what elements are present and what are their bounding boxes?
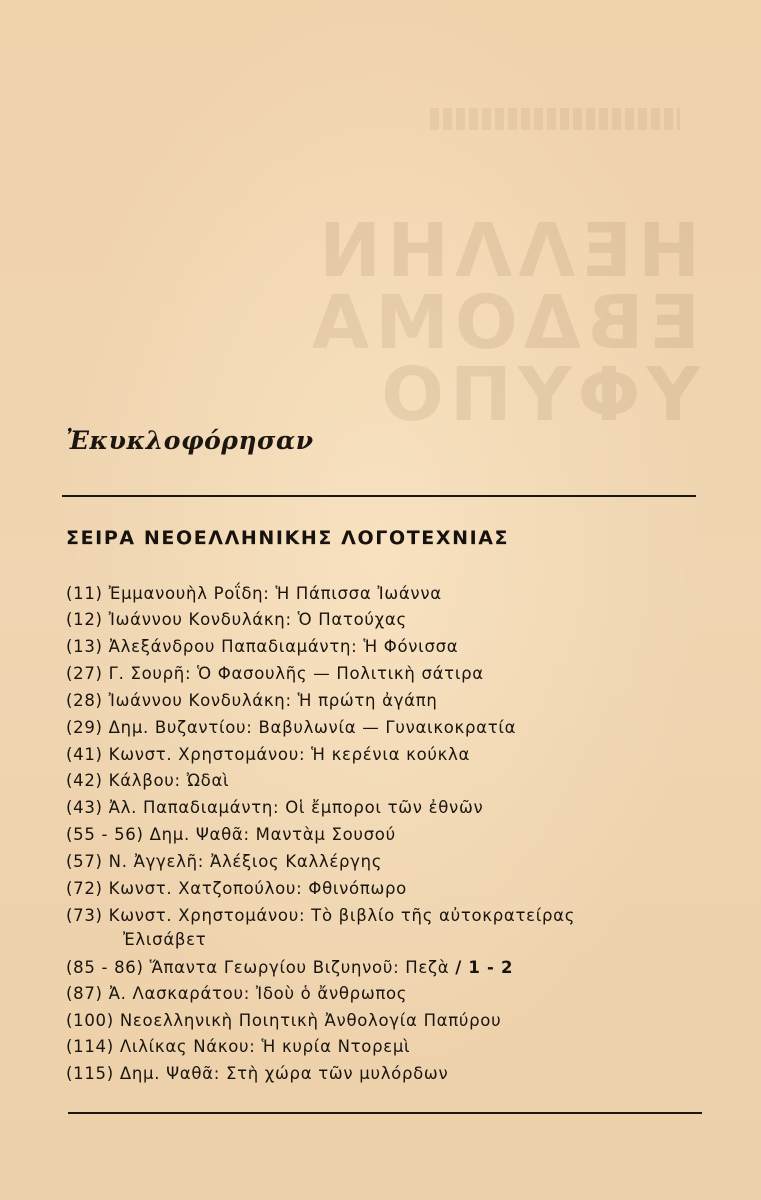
entry-number: (87) bbox=[66, 984, 103, 1003]
list-item bbox=[66, 1064, 448, 1083]
list-item bbox=[66, 984, 407, 1003]
entry-text: Ἀλεξάνδρου Παπαδιαμάντη: Ἡ Φόνισσα bbox=[108, 637, 459, 656]
list-item bbox=[66, 852, 382, 871]
entry-number: (100) bbox=[66, 1011, 114, 1030]
entry-volume: / 1 - 2 bbox=[455, 958, 514, 977]
entry-text: Κάλβου: Ὠδαὶ bbox=[108, 771, 230, 790]
entry-text: Ν. Ἀγγελῆ: Ἀλέξιος Καλλέργης bbox=[108, 852, 383, 871]
entry-text: Κωνστ. Χρηστομάνου: Τὸ βιβλίο τῆς αὐτοκρατείρας bbox=[108, 906, 576, 925]
entry-number: (115) bbox=[66, 1064, 114, 1083]
entry-text: Ἰωάννου Κονδυλάκη: Ἡ πρώτη ἀγάπη bbox=[108, 691, 438, 710]
entry-number: (28) bbox=[66, 691, 103, 710]
entry-number: (41) bbox=[66, 745, 103, 764]
entry-text: Κωνστ. Χατζοπούλου: Φθινόπωρο bbox=[108, 879, 407, 898]
entry-text: Κωνστ. Χρηστομάνου: Ἡ κερένια κούκλα bbox=[108, 745, 471, 764]
entry-number: (43) bbox=[66, 798, 103, 817]
entry-text: Δημ. Ψαθᾶ: Στὴ χώρα τῶν μυλόρδων bbox=[119, 1064, 449, 1083]
entry-number: (13) bbox=[66, 637, 103, 656]
list-item bbox=[66, 1011, 501, 1030]
list-item bbox=[66, 879, 407, 898]
page-heading: Ἐκυκλοφόρησαν bbox=[66, 426, 314, 455]
entry-text: Ἰωάννου Κονδυλάκη: Ὁ Πατούχας bbox=[108, 610, 407, 629]
entry-number: (11) bbox=[66, 584, 103, 603]
bottom-divider bbox=[68, 1112, 702, 1114]
entry-number: (85 - 86) bbox=[66, 958, 144, 977]
entry-text: Δημ. Ψαθᾶ: Μαντὰμ Σουσού bbox=[149, 825, 396, 844]
list-item bbox=[66, 584, 442, 603]
entry-text: Ἅπαντα Γεωργίου Βιζυηνοῦ: Πεζὰ bbox=[149, 958, 450, 977]
entry-number: (72) bbox=[66, 879, 103, 898]
list-item bbox=[66, 745, 470, 764]
list-item bbox=[66, 637, 458, 656]
series-title: ΣΕΙΡΑ ΝΕΟΕΛΛΗΝΙΚΗΣ ΛΟΓΟΤΕΧΝΙΑΣ bbox=[66, 527, 510, 549]
entry-text: Δημ. Βυζαντίου: Βαβυλωνία — Γυναικοκρατία bbox=[108, 718, 517, 737]
entry-text: Ἐμμανουὴλ Ροΐδη: Ἡ Πάπισσα Ἰωάννα bbox=[108, 584, 442, 603]
entry-text: Ἀλ. Παπαδιαμάντη: Οἱ ἔμποροι τῶν ἐθνῶν bbox=[108, 798, 484, 817]
list-item bbox=[66, 906, 576, 949]
top-divider bbox=[62, 495, 696, 497]
list-item bbox=[66, 798, 483, 817]
entry-number: (29) bbox=[66, 718, 103, 737]
entry-number: (55 - 56) bbox=[66, 825, 144, 844]
bleed-through-texture bbox=[430, 108, 680, 130]
entry-number: (27) bbox=[66, 664, 103, 683]
list-item bbox=[66, 1037, 410, 1056]
entry-number: (73) bbox=[66, 906, 103, 925]
list-item bbox=[66, 664, 484, 683]
list-item bbox=[66, 958, 513, 977]
entry-number: (42) bbox=[66, 771, 103, 790]
entry-text: Ἀ. Λασκαράτου: Ἰδοὺ ὁ ἄνθρωπος bbox=[108, 984, 408, 1003]
entry-number: (57) bbox=[66, 852, 103, 871]
entry-continuation: Ἐλισάβετ bbox=[123, 930, 207, 949]
list-item bbox=[66, 610, 407, 629]
list-item bbox=[66, 691, 438, 710]
entry-text: Γ. Σουρῆ: Ὁ Φασουλῆς — Πολιτικὴ σάτιρα bbox=[108, 664, 484, 683]
list-item bbox=[66, 718, 516, 737]
entry-text: Νεοελληνικὴ Ποιητικὴ Ἀνθολογία Παπύρου bbox=[119, 1011, 502, 1030]
list-item bbox=[66, 825, 396, 844]
bleed-through-texture: ΗΕΛΛΗΝ ΕΒΔΟΜΑ ΥΦΥΠΟ bbox=[305, 208, 700, 438]
entry-number: (12) bbox=[66, 610, 103, 629]
list-item bbox=[66, 771, 229, 790]
entry-text: Λιλίκας Νάκου: Ἡ κυρία Ντορεμὶ bbox=[119, 1037, 411, 1056]
entry-number: (114) bbox=[66, 1037, 114, 1056]
